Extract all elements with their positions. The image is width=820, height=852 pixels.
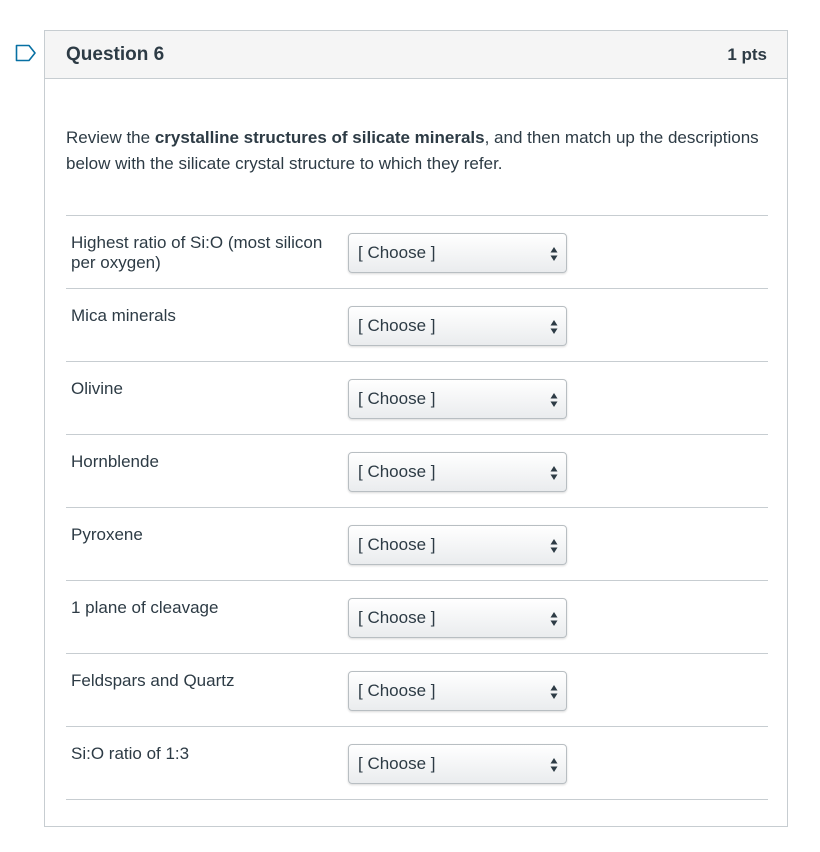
answer-label: Feldspars and Quartz — [71, 671, 235, 690]
answer-select[interactable] — [348, 598, 567, 638]
select-arrows-icon — [550, 684, 558, 700]
answer-select[interactable] — [348, 744, 567, 784]
answer-select[interactable] — [348, 671, 567, 711]
question-header — [45, 31, 787, 79]
answer-label: Si:O ratio of 1:3 — [71, 744, 190, 763]
answer-select-value: [ Choose ] — [358, 316, 436, 335]
select-arrows-icon — [550, 757, 558, 773]
select-arrows-icon — [550, 611, 558, 627]
answer-row — [66, 435, 768, 508]
answer-select-value: [ Choose ] — [358, 462, 436, 481]
answer-label: Highest ratio of Si:O (most silicon per oxygen) — [71, 233, 323, 272]
answer-row — [66, 216, 768, 289]
question-title: Question 6 — [66, 43, 165, 65]
answer-row — [66, 581, 768, 654]
answer-select-value: [ Choose ] — [358, 535, 436, 554]
answer-row — [66, 289, 768, 362]
select-arrows-icon — [550, 319, 558, 335]
flag-question-icon[interactable] — [15, 44, 37, 62]
answer-select[interactable] — [348, 452, 567, 492]
answer-select-value: [ Choose ] — [358, 754, 436, 773]
answer-select-value: [ Choose ] — [358, 243, 436, 262]
answer-label: Hornblende — [71, 452, 159, 471]
select-arrows-icon — [550, 246, 558, 262]
answer-select[interactable] — [348, 233, 567, 273]
answer-label: 1 plane of cleavage — [71, 598, 219, 617]
answer-select[interactable] — [348, 379, 567, 419]
question-card — [44, 30, 788, 827]
answer-select-value: [ Choose ] — [358, 389, 436, 408]
answer-label: Olivine — [71, 379, 123, 398]
answers-table — [66, 215, 768, 800]
question-text-bold: crystalline structures of silicate minerals — [154, 128, 485, 147]
question-text — [66, 125, 776, 177]
question-text-before: Review the — [66, 128, 155, 147]
answer-row — [66, 508, 768, 581]
select-arrows-icon — [550, 465, 558, 481]
answer-select-value: [ Choose ] — [358, 608, 436, 627]
answer-row — [66, 654, 768, 727]
answer-row — [66, 727, 768, 800]
answer-select[interactable] — [348, 525, 567, 565]
select-arrows-icon — [550, 538, 558, 554]
answer-label: Mica minerals — [71, 306, 176, 325]
answer-select-value: [ Choose ] — [358, 681, 436, 700]
question-points: 1 pts — [727, 44, 767, 64]
answer-select[interactable] — [348, 306, 567, 346]
answer-label: Pyroxene — [71, 525, 143, 544]
select-arrows-icon — [550, 392, 558, 408]
answer-row — [66, 362, 768, 435]
question-text-after: , and then match up the descriptions below with the silicate crystal structure to which they refer. — [66, 128, 759, 173]
